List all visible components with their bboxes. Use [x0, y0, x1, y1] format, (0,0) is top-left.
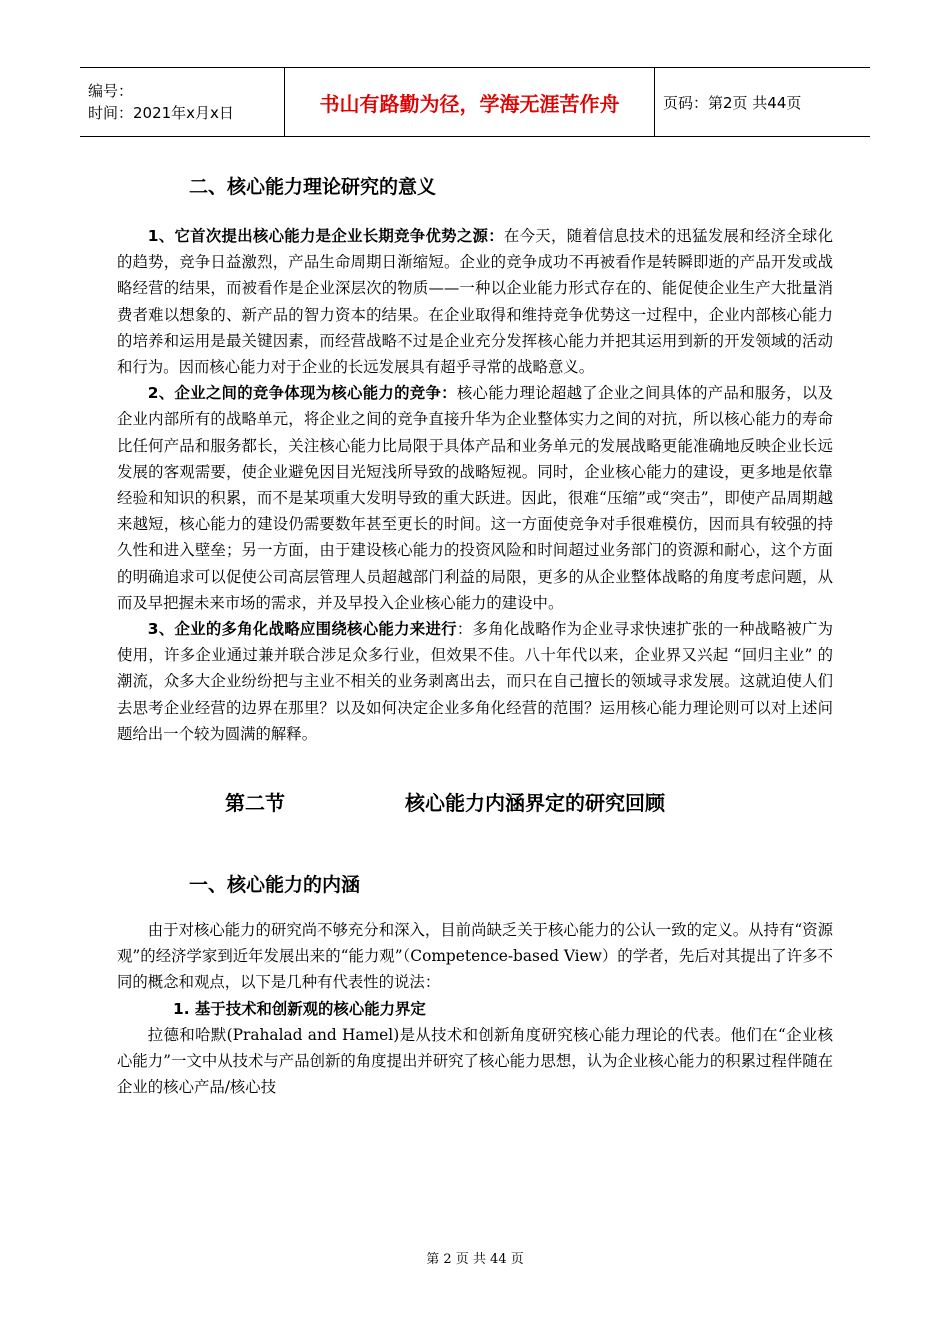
- paragraph-2-lead: 2、企业之间的竞争体现为核心能力的竞争：: [147, 384, 457, 403]
- significance-paragraphs: [117, 223, 833, 747]
- last-paragraph: 拉德和哈默(Prahalad and Hamel)是从技术和创新角度研究核心能力理论的代表。他们在“企业核心能力”一文中从技术与产品创新的角度提出并研究了核心能力思想，认为企业核心能力的积累过程伴随在企业的核心产品/核心技: [117, 1025, 833, 1097]
- section-heading-connotation: 一、核心能力的内涵: [189, 874, 361, 897]
- chapter-heading: [225, 787, 833, 816]
- paragraph-2: [117, 380, 833, 616]
- doc-number-label: 编号：: [88, 82, 134, 100]
- header-page-info: [655, 68, 870, 136]
- paragraph-2-text: 核心能力理论超越了企业之间具体的产品和服务，以及企业内部所有的战略单元，将企业之间的竞争直接升华为企业整体实力之间的对抗，所以核心能力的寿命比任何产品和服务都长，关注核心能力比局限于具体产品和业务单元的发展战略更能准确地反映企业长远发展的客观需要，使企业避免因目光短浅所导致的战略短视。同时，企业核心能力的建设，更多地是依靠经验和知识的积累，而不是某项重大发明导致的重大跃进。因此，很难“压缩”或“突击”，即使产品周期越来越短，核心能力的建设仍需要数年甚至更长的时间。这一方面使竞争对手很难模仿，因而具有较强的持久性和进入壁垒；另一方面，由于建设核心能力的投资风险和时间超过业务部门的资源和耐心，这个方面的明确追求可以促使公司高层管理人员超越部门利益的局限，更多的从企业整体战略的角度考虑问题，从而及早把握未来市场的需求，并及早投入企业核心能力的建设中。: [117, 384, 833, 612]
- paragraph-3: [117, 616, 833, 747]
- page-footer: 第 2 页 共 44 页: [426, 1252, 524, 1267]
- chapter-number: 第二节: [225, 791, 285, 816]
- motto-text: 书山有路勤为径，学海无涯苦作舟: [319, 91, 620, 116]
- paragraph-1: [117, 223, 833, 380]
- document-body: [117, 160, 833, 1100]
- header-meta: [80, 68, 285, 136]
- subheading-technology-innovation: 1. 基于技术和创新观的核心能力界定: [173, 999, 426, 1018]
- page-number-label: 页码：第2页 共44页: [663, 93, 802, 112]
- paragraph-1-lead: 1、它首次提出核心能力是企业长期竞争优势之源：: [147, 227, 504, 245]
- page-header: [80, 67, 870, 137]
- paragraph-1-text: 在今天，随着信息技术的迅猛发展和经济全球化的趋势，竞争日益激烈，产品生命周期日渐缩短。企业的竞争成功不再被看作是转瞬即逝的产品开发或战略经营的结果，而被看作是企业深层次的物质——一种以企业能力形式存在的、能促使企业生产大批量消费者难以想象的、新产品的智力资本的结果。在企业取得和维持竞争优势这一过程中，企业内部核心能力的培养和运用是最关键因素，而经营战略不过是企业充分发挥核心能力并把其运用到新的开发领域的活动和行为。因而核心能力对于企业的长远发展具有超乎寻常的战略意义。: [117, 227, 833, 377]
- doc-date-label: 时间：2021年x月x日: [88, 104, 234, 122]
- paragraph-3-lead: 3、企业的多角化战略应围绕核心能力来进行: [147, 620, 457, 639]
- chapter-title: 核心能力内涵界定的研究回顾: [405, 791, 665, 816]
- section-heading-significance: 二、核心能力理论研究的意义: [189, 176, 437, 198]
- paragraph-3-text: ：多角化战略作为企业寻求快速扩张的一种战略被广为使用，许多企业通过兼并联合涉足众多行业，但效果不佳。八十年代以来，企业界又兴起 “回归主业” 的潮流，众多大企业纷纷把与主业不相关的业务剥离出去，而只在自己擅长的领域寻求发展。这就迫使人们去思考企业经营的边界在那里？以及如何决定企业多角化经营的范围？运用核心能力理论则可以对上述问题给出一个较为圆满的解释。: [117, 620, 833, 743]
- intro-paragraph: 由于对核心能力的研究尚不够充分和深入，目前尚缺乏关于核心能力的公认一致的定义。从持有“资源观”的经济学家到近年发展出来的“能力观”（Competence-based View）的学者，先后对其提出了许多不同的概念和观点，以下是几种有代表性的说法：: [117, 921, 833, 992]
- header-motto: [285, 68, 655, 136]
